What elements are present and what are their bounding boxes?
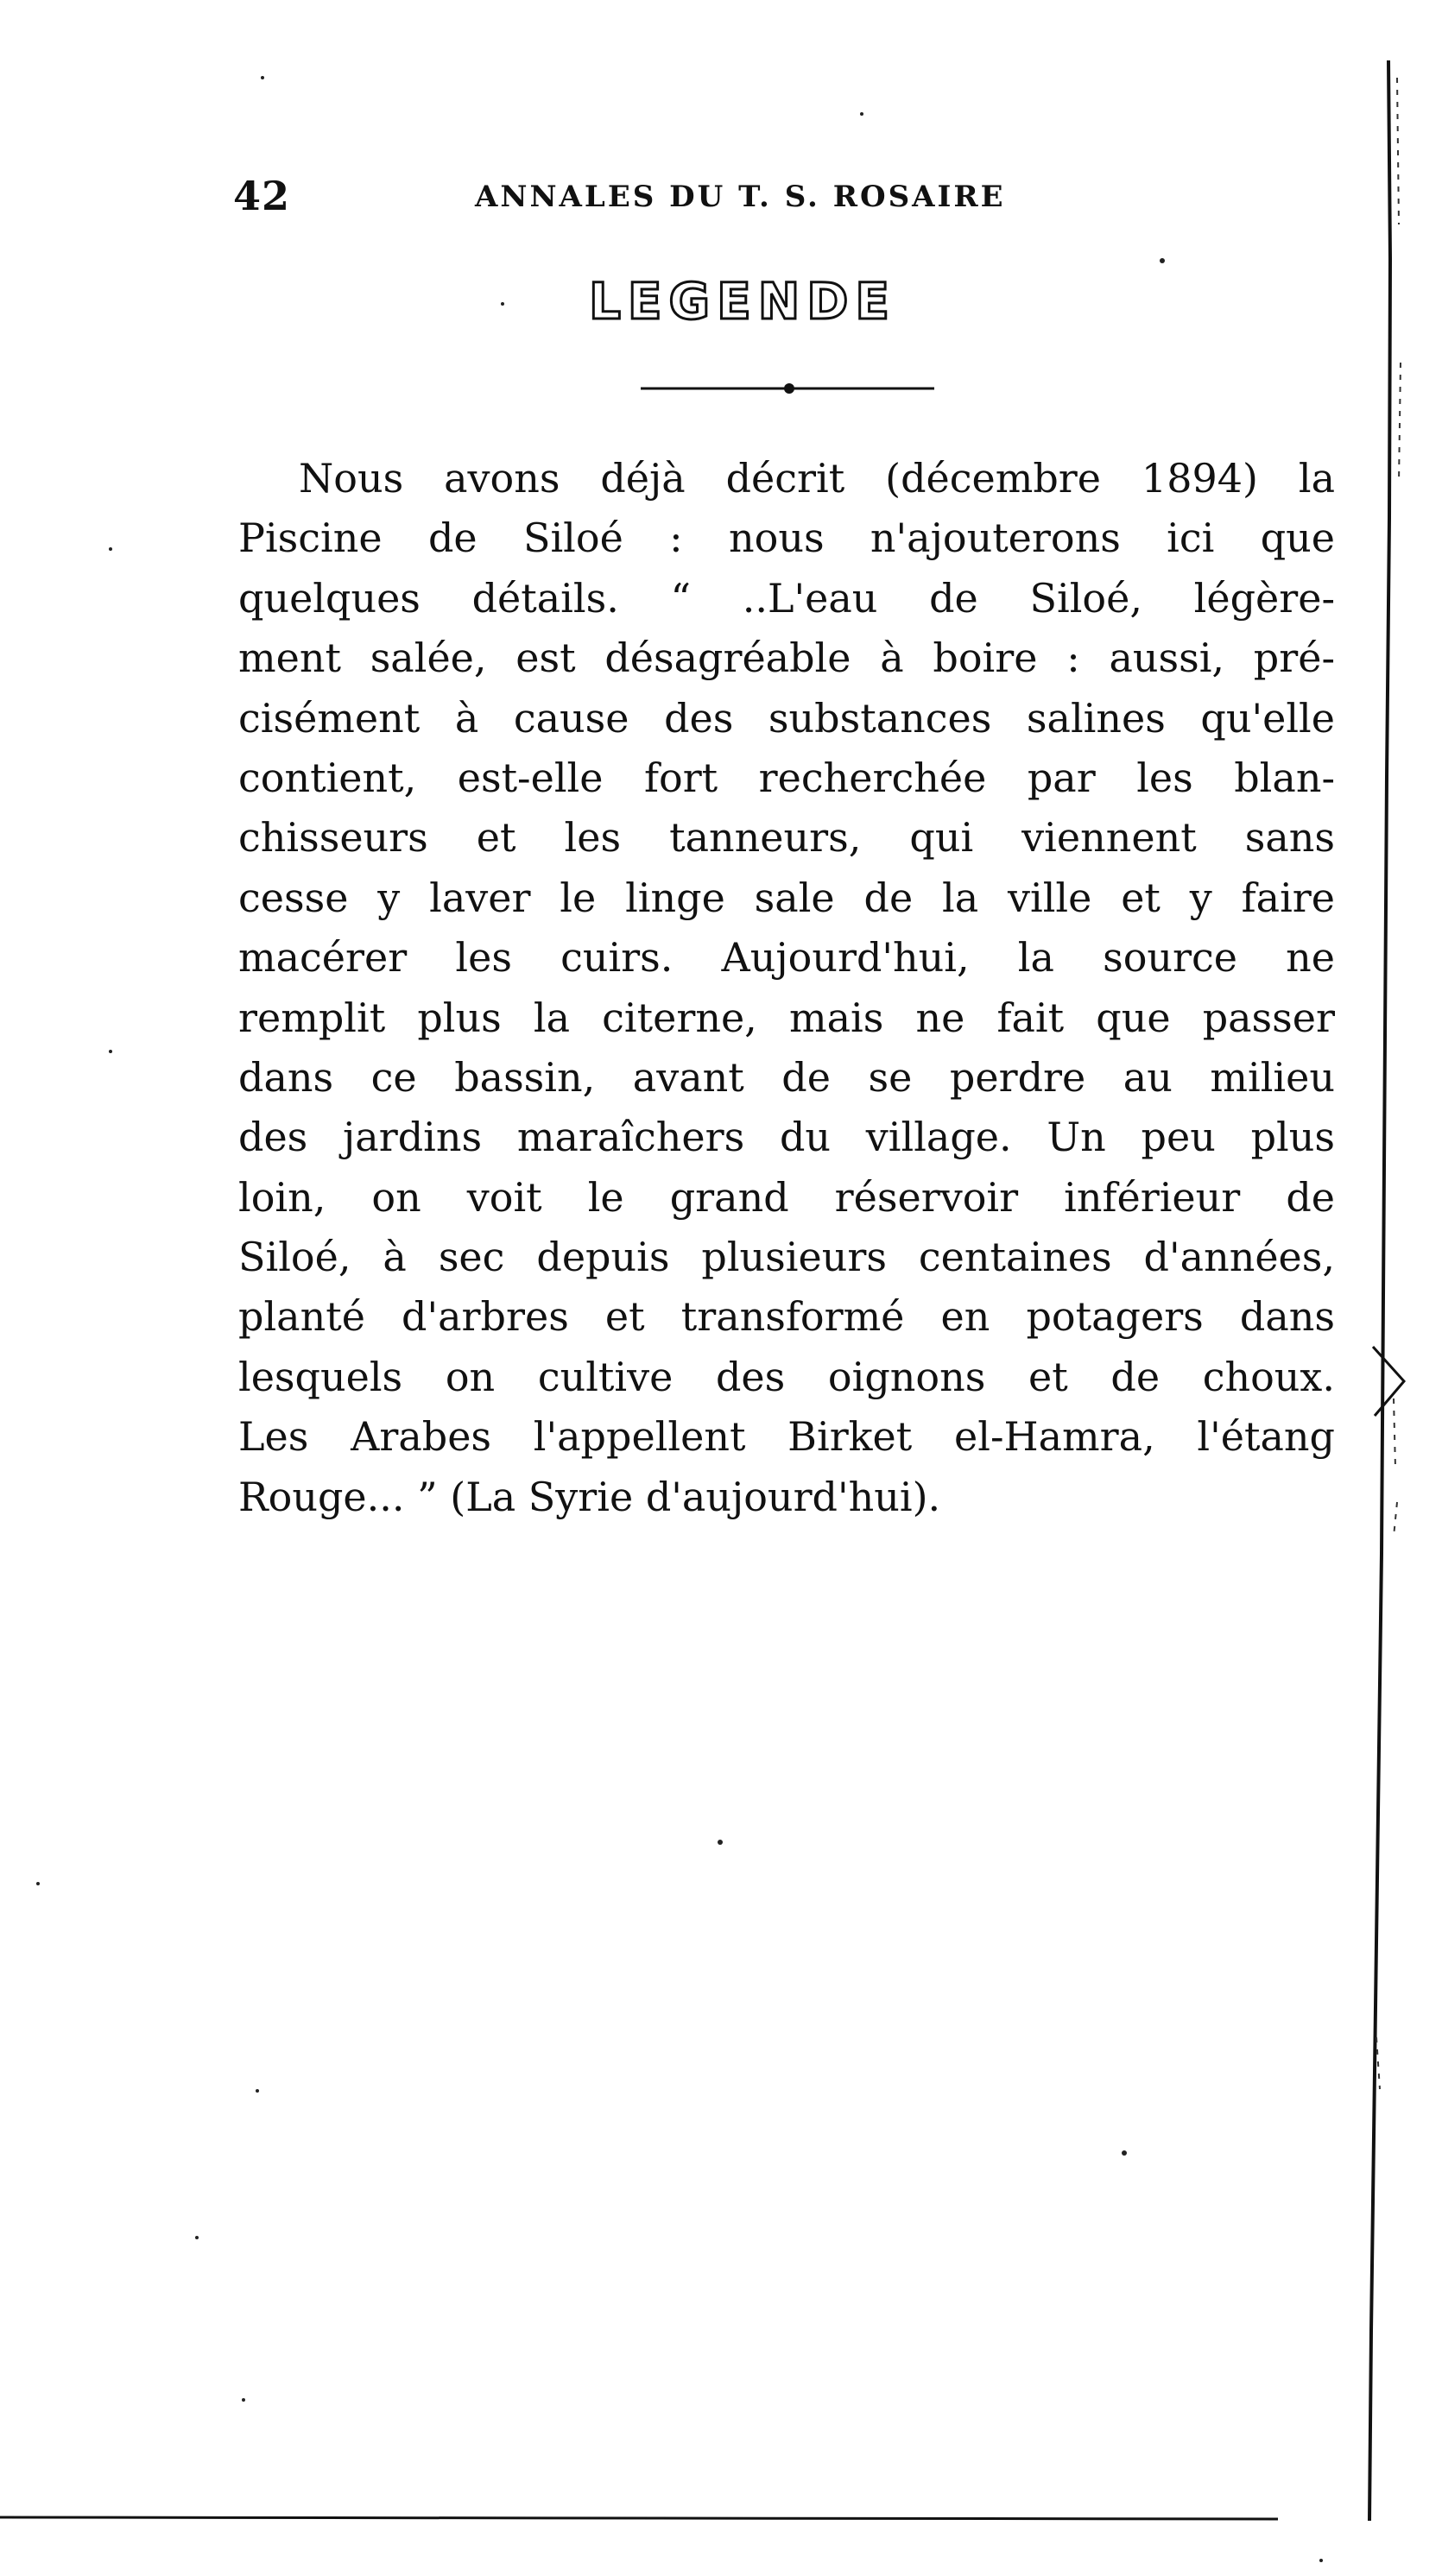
text-line: quelques détails. “ ..L'eau de Siloé, légère- (238, 574, 1335, 622)
running-title: ANNALES DU T. S. ROSAIRE (475, 180, 1006, 214)
text-line: dans ce bassin, avant de se perdre au milieu (238, 1053, 1335, 1101)
text-line: Nous avons déjà décrit (décembre 1894) la (299, 455, 1335, 502)
text-line: macérer les cuirs. Aujourd'hui, la source ne (238, 934, 1335, 982)
text-line: Les Arabes l'appellent Birket el-Hamra, l'étang (238, 1413, 1335, 1461)
text-line: loin, on voit le grand réservoir inférieur de (238, 1173, 1335, 1221)
text-line: chisseurs et les tanneurs, qui viennent sans (238, 814, 1335, 862)
section-title: LEGENDE (588, 272, 897, 331)
text-line: Siloé, à sec depuis plusieurs centaines d'années, (238, 1234, 1335, 1281)
text-line: remplit plus la citerne, mais ne fait que passer (238, 994, 1335, 1041)
text-line: Rouge... ” (La Syrie d'aujourd'hui). (238, 1473, 941, 1520)
page-number: 42 (233, 173, 291, 219)
text-line: contient, est-elle fort recherchée par les blan- (238, 754, 1335, 801)
text-line: cesse y laver le linge sale de la ville et y faire (238, 874, 1335, 921)
text-line: des jardins maraîchers du village. Un peu plus (238, 1114, 1335, 1161)
text-line: planté d'arbres et transformé en potagers dans (238, 1293, 1335, 1341)
text-line: cisément à cause des substances salines qu'elle (238, 694, 1335, 742)
text-line: ment salée, est désagréable à boire : aussi, pré- (238, 635, 1335, 682)
text-line: Piscine de Siloé : nous n'ajouterons ici que (238, 515, 1335, 562)
text-line: lesquels on cultive des oignons et de choux. (238, 1353, 1335, 1400)
